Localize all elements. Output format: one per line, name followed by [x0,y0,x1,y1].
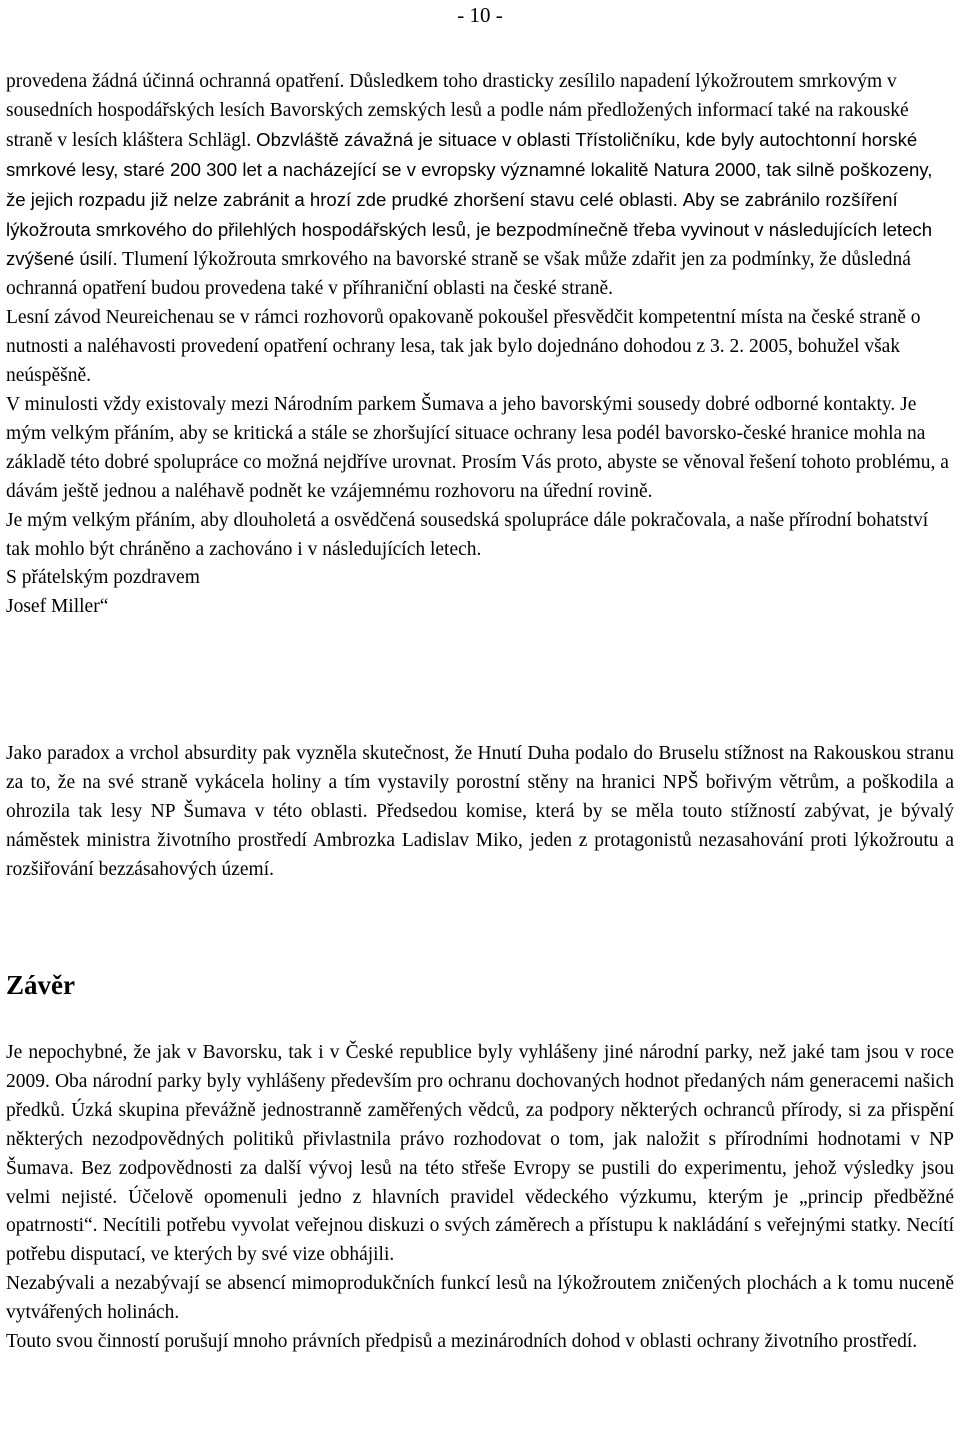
conclusion-block [6,1039,954,1357]
page-number: - 10 - [457,3,503,27]
letter-signature: Josef Miller“ [6,596,109,618]
conclusion-heading: Závěr [6,970,75,1000]
paradox-paragraph: Jako paradox a vrchol absurdity pak vyzněla skutečnost, že Hnutí Duha podalo do Bruselu stížnost na Rakouskou stranu za to, že na své straně vykácela holiny a tím vystavily porostní stěny na hranici NPŠ bořivým větrům, a poškodila a ohrozila tak lesy NP Šumava v této oblasti. Předsedou komise, která by se měla touto stížností zabývat, je bývalý náměstek ministra životního prostředí Ambrozka Ladislav Miko, jeden z protagonistů nezasahování proti lýkožroutu a rozšiřování bezzásahových území. [6,743,954,880]
conclusion-paragraph-1: Je nepochybné, že jak v Bavorsku, tak i v České republice byly vyhlášeny jiné národní parky, než jaké tam jsou v roce 2009. Oba národní parky byly vyhlášeny především pro ochranu dochovaných hodnot předaných nám generacemi našich předků. Úzká skupina převážně jednostranně zaměřených vědců, za podpory některých ochranců přírody, si za přispění některých nezodpovědných politiků přivlastnila právo rozhodovat o tom, jak naložit s přírodními hodnotami v NP Šumava. Bez zodpovědnosti za další vývoj lesů na této střeše Evropy se pustili do experimentu, jehož výsledky jsou velmi nejisté. Účelově opomenuli jedno z hlavních pravidel vědeckého výzkumu, kterým je „princip předběžné opatrnosti“. Necítili potřebu vyvolat veřejnou diskuzi o svých záměrech a přístupu k nakládání s veřejnými statky. Necítí potřebu disputací, ve kterých by své vize obhájili. [6,1042,954,1266]
conclusion-paragraph-2: Nezabývali a nezabývají se absencí mimoprodukčních funkcí lesů na lýkožroutem zničených plochách a k tomu nuceně vytvářených holinách. [6,1273,954,1324]
letter-sentence-1d: Tlumení lýkožrouta smrkového na bavorské straně se však může zdařit jen za podmínky, že důsledná ochranná opatření budou provedena také v příhraniční oblasti na české straně. [6,249,911,300]
letter-paragraph-4: Je mým velkým přáním, aby dlouholetá a osvědčená sousedská spolupráce dále pokračovala, a naše přírodní bohatství tak mohlo být chráněno a zachováno i v následujících letech. [6,509,929,560]
letter-sentence-1a: provedena žádná účinná ochranná opatření. Důsledkem toho drasticky zesílilo napadení lýkožroutem smrkovým v sousedních hospodářských lesích Bavorských zemských lesů a podle nám předložených informací také na rakouské straně v lesích kláštera Schlägl. [6,71,909,151]
letter-sentence-1c: Aby se zabránilo rozšíření lýkožrouta smrkového do přilehlých hospodářských lesů, je bezpodmínečně třeba vyvinout v následujících letech zvýšené úsilí. [6,188,933,270]
letter-sentence-1b: Obzvláště závažná je situace v oblasti Třístoličníku, kde byly autochtonní horské smrkové lesy, staré 200 300 let a nacházející se v evropsky významné lokalitě Natura 2000, tak silně poškozeny, že jejich rozpadu již nelze zabránit a hrozí zde prudké zhoršení stavu celé oblasti. [6,128,933,210]
letter-greeting: S přátelským pozdravem [6,567,200,589]
letter-paragraph-2: Lesní závod Neureichenau se v rámci rozhovorů opakovaně pokoušel přesvědčit kompetentní místa na české straně o nutnosti a naléhavosti provedení opatření ochrany lesa, tak jak bylo dojednáno dohodou z 3. 2. 2005, bohužel však neúspěšně. [6,307,921,387]
letter-paragraph-1 [6,68,954,304]
letter-paragraph-3: V minulosti vždy existovaly mezi Národním parkem Šumava a jeho bavorskými sousedy dobré odborné kontakty. Je mým velkým přáním, aby se kritická a stále se zhoršující situace ochrany lesa podél bavorsko-české hranice mohla na základě této dobré spolupráce co možná nejdříve urovnat. Prosím Vás proto, abyste se věnoval řešení tohoto problému, a dávám ještě jednou a naléhavě podnět ke vzájemnému rozhovoru na úřední rovině. [6,393,949,502]
quoted-letter [6,68,954,622]
paradox-block [6,740,954,885]
conclusion-paragraph-3: Touto svou činností porušují mnoho právních předpisů a mezinárodních dohod v oblasti ochrany životního prostředí. [6,1331,918,1353]
